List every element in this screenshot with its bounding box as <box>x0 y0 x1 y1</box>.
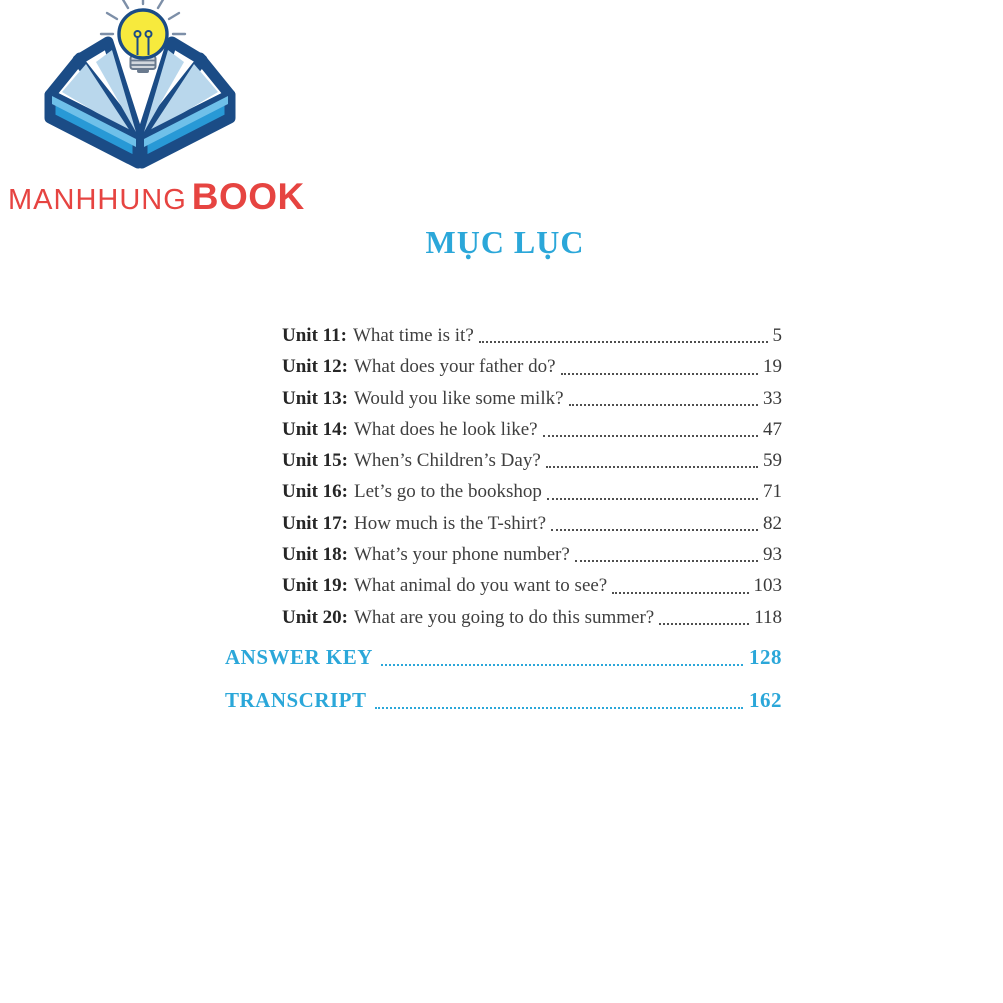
toc-entry-title: What’s your phone number? <box>353 544 570 566</box>
back-section-row <box>225 679 782 722</box>
dot-leader <box>659 623 749 625</box>
toc-entry-title: What animal do you want to see? <box>353 575 608 597</box>
toc-entry-title: What are you going to do this summer? <box>353 606 655 628</box>
toc-page-number: 33 <box>763 387 782 409</box>
brand-logo <box>0 0 305 220</box>
open-book-lightbulb-icon <box>0 0 290 180</box>
toc-entry-row <box>282 602 782 633</box>
toc-entry-title: When’s Children’s Day? <box>353 450 541 472</box>
toc-entry-title: What does he look like? <box>353 418 538 440</box>
toc-entry-row <box>282 445 782 476</box>
toc-page-number: 19 <box>763 356 782 378</box>
back-section-row <box>225 636 782 679</box>
dot-leader <box>546 466 758 468</box>
dot-leader <box>575 560 758 562</box>
toc-entry-title: What does your father do? <box>353 356 556 378</box>
toc-page-number: 71 <box>763 481 782 503</box>
toc-unit-label: Unit 13: <box>282 387 348 409</box>
back-section-label: TRANSCRIPT <box>225 688 367 712</box>
back-sections-list <box>225 636 782 722</box>
dot-leader <box>569 404 758 406</box>
toc-entry-title: Would you like some milk? <box>353 387 564 409</box>
toc-entry-title: How much is the T-shirt? <box>353 512 547 534</box>
dot-leader <box>479 341 768 343</box>
dot-leader <box>561 373 758 375</box>
toc-page-number: 47 <box>763 418 782 440</box>
back-section-label: ANSWER KEY <box>225 645 373 669</box>
brand-wordmark <box>8 176 305 218</box>
toc-entry-row <box>282 320 782 351</box>
toc-entry-row <box>282 351 782 382</box>
brand-name-bold: BOOK <box>191 176 305 217</box>
toc-page-number: 82 <box>763 512 782 534</box>
toc-unit-label: Unit 18: <box>282 544 348 566</box>
toc-entry-title: Let’s go to the bookshop <box>353 481 542 503</box>
toc-unit-label: Unit 20: <box>282 606 348 628</box>
dot-leader <box>543 435 758 437</box>
toc-entry-row <box>282 383 782 414</box>
toc-page-number: 93 <box>763 544 782 566</box>
dot-leader <box>612 592 748 594</box>
toc-list <box>282 320 782 633</box>
toc-entry-row <box>282 539 782 570</box>
back-section-page: 128 <box>749 645 782 669</box>
toc-unit-label: Unit 17: <box>282 512 348 534</box>
toc-page-number: 118 <box>754 606 782 628</box>
toc-entry-row <box>282 508 782 539</box>
toc-entry-row <box>282 570 782 601</box>
toc-page-number: 103 <box>753 575 782 597</box>
toc-unit-label: Unit 16: <box>282 481 348 503</box>
toc-entry-row <box>282 476 782 507</box>
brand-name-regular: MANHHUNG <box>8 184 187 216</box>
back-section-page: 162 <box>749 688 782 712</box>
dot-leader <box>381 664 743 666</box>
toc-unit-label: Unit 11: <box>282 325 347 346</box>
toc-unit-label: Unit 12: <box>282 356 348 378</box>
dot-leader <box>547 498 758 500</box>
toc-page-number: 59 <box>763 450 782 472</box>
dot-leader <box>551 529 758 531</box>
toc-entry-title: What time is it? <box>352 325 474 346</box>
toc-unit-label: Unit 14: <box>282 418 348 440</box>
dot-leader <box>375 707 743 709</box>
toc-page-number: 5 <box>772 325 782 346</box>
toc-unit-label: Unit 15: <box>282 450 348 472</box>
toc-unit-label: Unit 19: <box>282 575 348 597</box>
page-title: MỤC LỤC <box>425 224 585 260</box>
toc-entry-row <box>282 414 782 445</box>
